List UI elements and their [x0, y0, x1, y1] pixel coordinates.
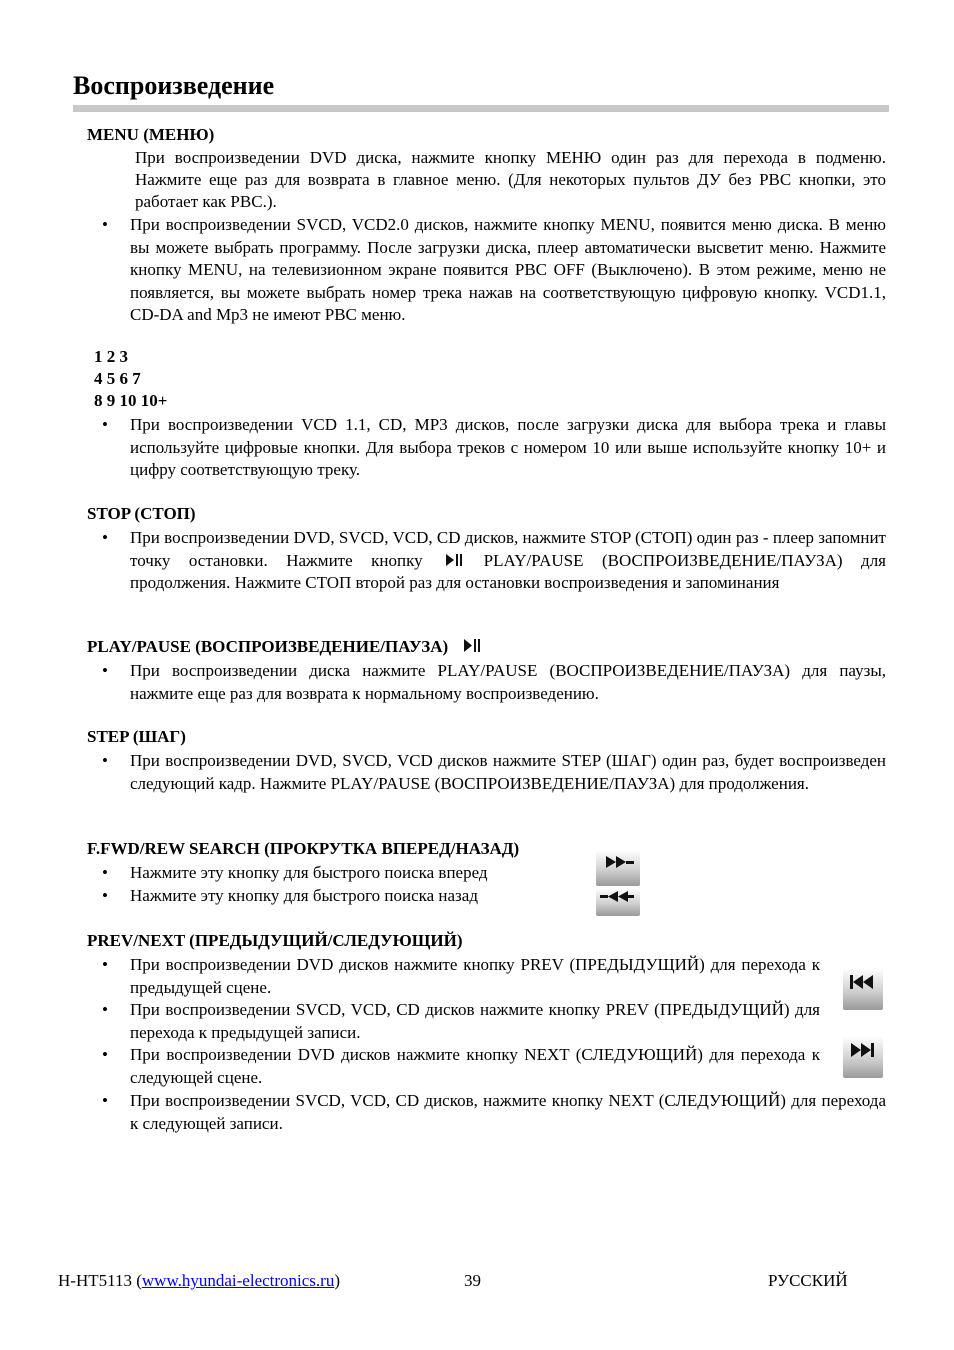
- fast-forward-icon: [596, 850, 640, 886]
- bullet-dot: •: [102, 528, 108, 547]
- page-number: 39: [464, 1271, 481, 1290]
- number-keys-row-3: 8 9 10 10+: [94, 391, 168, 410]
- menu-bullet-list: [0, 214, 886, 327]
- list-item-text: При воспроизведении SVCD, VCD2.0 дисков, нажмите кнопку MENU, появится меню диска. В меню вы можете выбрать программу. После загрузки диска, плеер автоматически высветит меню. Нажмите кнопку MENU, на телевизионном экране появится PBC OFF (Выключено). В этом режиме, меню не появляется, вы можете выбрать номер трека нажав на соответствующую цифровую кнопку. VCD1.1, CD-DA and Mp3 не имеют PBC меню.: [130, 215, 886, 324]
- number-keys-row-2: 4 5 6 7: [94, 369, 141, 388]
- prev-next-bullet-list-wide: [0, 1090, 886, 1135]
- list-item: [0, 660, 886, 705]
- footer-model: [58, 1270, 340, 1292]
- stop-bullet-list: [0, 527, 886, 595]
- bullet-dot: •: [102, 1045, 108, 1064]
- step-bullet-list: [0, 750, 886, 795]
- footer-language: РУССКИЙ: [768, 1271, 848, 1290]
- bullet-dot: •: [102, 215, 108, 234]
- list-item-text: При воспроизведении диска нажмите PLAY/PAUSE (ВОСПРОИЗВЕДЕНИЕ/ПАУЗА) для паузы, нажмите еще раз для возврата к нормальному воспроизведению.: [130, 661, 886, 703]
- prev-track-icon: [843, 968, 883, 1010]
- footer-model-close: ): [334, 1271, 341, 1290]
- list-item: [0, 885, 886, 908]
- prev-next-heading: PREV/NEXT (ПРЕДЫДУЩИЙ/СЛЕДУЮЩИЙ): [87, 931, 463, 950]
- play-pause-heading: PLAY/PAUSE (ВОСПРОИЗВЕДЕНИЕ/ПАУЗА): [87, 637, 449, 656]
- prev-next-bullet-list-narrow: [0, 954, 820, 1089]
- list-item-text: При воспроизведении VCD 1.1, CD, MP3 дисков, после загрузки диска для выбора трека и главы используйте цифровые кнопки. Для выбора треков с номером 10 или выше используйте кнопку 10+ и цифру соответствующую треку.: [130, 415, 886, 479]
- list-item-text: При воспроизведении DVD, SVCD, VCD, CD дисков, нажмите STOP (СТОП) один раз - плеер запомнит точку остановки. Нажмите кнопку: [130, 528, 886, 570]
- bullet-dot: •: [102, 863, 108, 882]
- bullet-dot: •: [102, 661, 108, 680]
- list-item: [0, 954, 820, 999]
- play-pause-icon: [441, 552, 465, 568]
- play-pause-heading-row: [87, 636, 484, 658]
- bullet-dot: •: [102, 415, 108, 434]
- footer-model-text: H-HT5113 (: [58, 1271, 142, 1290]
- search-bullet-list: [0, 862, 886, 907]
- title-divider: [73, 105, 889, 112]
- play-pause-icon: [458, 637, 484, 654]
- menu-heading: MENU (МЕНЮ): [87, 125, 215, 144]
- menu-intro: При воспроизведении DVD диска, нажмите кнопку МЕНЮ один раз для перехода в подменю. Нажмите еще раз для возврата в главное меню. (Для некоторых пультов ДУ без PBC кнопки, это работает как PBC.).: [135, 148, 886, 211]
- bullet-dot: •: [102, 885, 108, 905]
- list-item-text: Нажмите эту кнопку для быстрого поиска назад: [130, 885, 478, 905]
- list-item: [0, 1044, 820, 1089]
- list-item: [0, 414, 886, 482]
- numbers-bullet-list: [0, 414, 886, 482]
- list-item-text: Нажмите эту кнопку для быстрого поиска вперед: [130, 863, 488, 882]
- bullet-dot: •: [102, 955, 108, 974]
- next-track-icon: [843, 1036, 883, 1078]
- list-item-text: При воспроизведении SVCD, VCD, CD дисков, нажмите кнопку NEXT (СЛЕДУЮЩИЙ) для перехода к следующей записи.: [130, 1091, 886, 1133]
- stop-heading: STOP (СТОП): [87, 504, 196, 523]
- page-title: Воспроизведение: [73, 71, 275, 100]
- list-item: [0, 214, 886, 327]
- list-item-text: При воспроизведении DVD, SVCD, VCD дисков нажмите STEP (ШАГ) один раз, будет воспроизведен следующий кадр. Нажмите PLAY/PAUSE (ВОСПРОИЗВЕДЕНИЕ/ПАУЗА) для продолжения.: [130, 751, 886, 793]
- step-heading: STEP (ШАГ): [87, 727, 186, 746]
- list-item-text: При воспроизведении DVD дисков нажмите кнопку NEXT (СЛЕДУЮЩИЙ) для перехода к следующей сцене.: [130, 1045, 820, 1087]
- search-heading: F.FWD/REW SEARCH (ПРОКРУТКА ВПЕРЕД/НАЗАД): [87, 839, 520, 858]
- footer-link[interactable]: www.hyundai-electronics.ru: [141, 1271, 335, 1290]
- list-item-text: PLAY/PAUSE (ВОСПРОИЗВЕДЕНИЕ/ПАУЗА) для продолжения. Нажмите СТОП второй раз для остановки воспроизведения и запоминания: [130, 550, 886, 592]
- number-keys-row-1: 1 2 3: [94, 347, 128, 366]
- list-item: [0, 999, 820, 1044]
- bullet-dot: •: [102, 1000, 108, 1019]
- bullet-dot: •: [102, 1091, 108, 1110]
- list-item: [0, 1090, 886, 1135]
- play-pause-bullet-list: [0, 660, 886, 705]
- list-item: [0, 527, 886, 595]
- list-item-text: При воспроизведении SVCD, VCD, CD дисков нажмите кнопку PREV (ПРЕДЫДУЩИЙ) для перехода к предыдущей записи.: [130, 1000, 820, 1042]
- bullet-dot: •: [102, 751, 108, 770]
- list-item-text: При воспроизведении DVD дисков нажмите кнопку PREV (ПРЕДЫДУЩИЙ) для перехода к предыдущей сцене.: [130, 955, 820, 997]
- rewind-icon: [596, 888, 640, 916]
- list-item: [0, 862, 886, 885]
- list-item: [0, 750, 886, 795]
